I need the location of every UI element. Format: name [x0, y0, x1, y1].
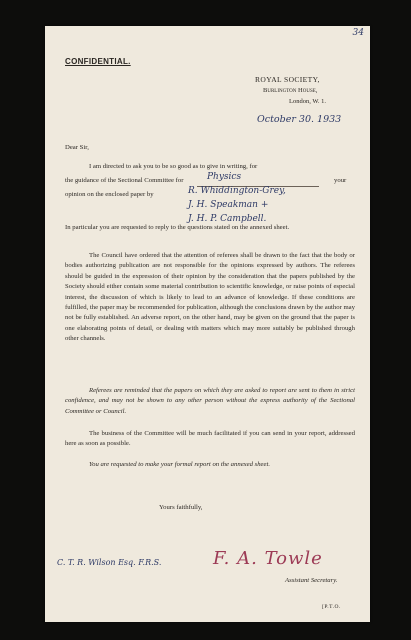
referees-paragraph: Referees are reminded that the papers on which they are asked to report are sent to them in strict confidence, and may not be shown to any other person without the express authority of the Sectional Committee or Council.: [65, 387, 355, 415]
salutation: Dear Sir,: [65, 144, 89, 151]
request-line-2-end: your: [334, 177, 347, 184]
confidential-heading: CONFIDENTIAL.: [65, 57, 131, 66]
please-turn-over: [P.T.O.: [322, 604, 341, 610]
particular-paragraph: In particular you are requested to reply to the questions stated on the annexed sheet.: [65, 224, 290, 231]
request-line-3: opinion on the enclosed paper by: [65, 191, 154, 198]
request-line-2: [65, 177, 183, 184]
author-line-3: J. H. P. Campbell.: [188, 214, 267, 224]
committee-name: Physics: [207, 172, 242, 182]
signatory-role: Assistant Secretary.: [285, 577, 338, 584]
address-line-2: Burlington House,: [263, 87, 318, 94]
business-paragraph: The business of the Committee will be much facilitated if you can send in your report, addressed here as soon as possible.: [65, 430, 355, 448]
folio-number: 34: [352, 28, 364, 38]
signature: F. A. Towle: [213, 548, 323, 569]
letterhead-address: [255, 74, 326, 107]
letter-sheet: [45, 26, 370, 622]
request-line-2-text: the guidance of the Sectional Committee for: [65, 177, 184, 184]
addressee: C. T. R. Wilson Esq. F.R.S.: [57, 558, 162, 567]
address-line-1: ROYAL SOCIETY,: [255, 75, 320, 84]
formal-report-line: You are requested to make your formal report on the annexed sheet.: [89, 461, 271, 468]
council-paragraph: The Council have ordered that the attention of referees shall be drawn to the fact that the body or bodies authorizing publication are not responsible for the opinions expressed by authors. The referees should be guided in the expression of their opinion by the consideration that the papers published by the Society should either contain some material contribution to scientific knowledge, or raise points of especial interest, the discussion of which is likely to lead to an advance of knowledge. If these conditions are fulfilled, the paper may be recommended for publication, although the conclusions drawn by the author may not be fully established. An adverse report, on the other hand, may be given on the ground that the paper is one elaborating points of detail, or dealing with matters which may more suitably be published through other channels.: [65, 252, 355, 343]
author-line-1: R. Whiddington-Grey,: [188, 186, 286, 196]
author-line-2: J. H. Speakman +: [188, 200, 269, 210]
closing: Yours faithfully,: [159, 504, 203, 511]
handwritten-date: October 30. 1933: [257, 114, 342, 125]
request-line-1: I am directed to ask you to be so good as to give in writing, for: [89, 163, 258, 170]
address-line-3: London, W. 1.: [289, 98, 327, 105]
